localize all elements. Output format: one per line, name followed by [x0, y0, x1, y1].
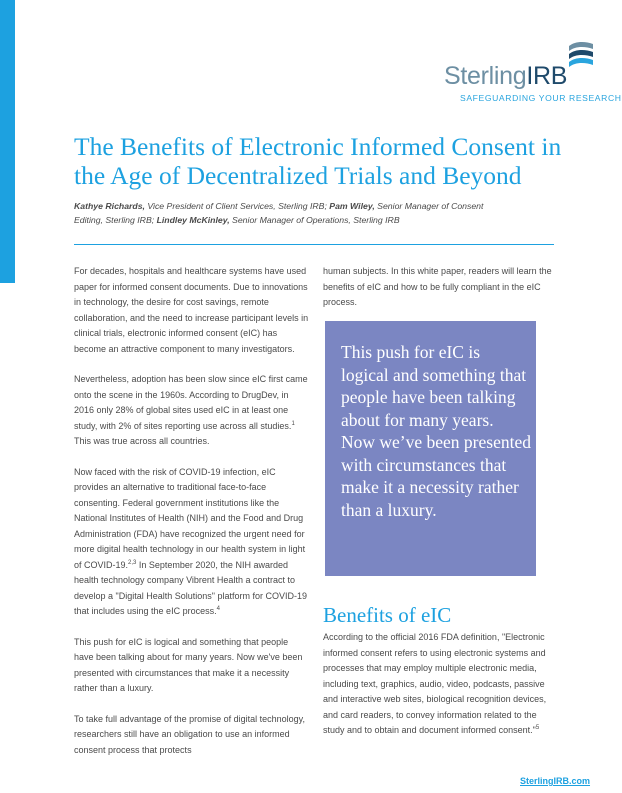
- logo-wordmark: [444, 62, 567, 91]
- author-name: Pam Wiley,: [329, 201, 375, 211]
- right-column-continued: [323, 264, 555, 311]
- logo-tagline: SAFEGUARDING YOUR RESEARCH: [460, 93, 622, 103]
- footnote-ref-4: 4: [216, 606, 220, 612]
- author-role: Vice President of Client Services, Sterling IRB;: [144, 201, 330, 211]
- adoption-text: Nevertheless, adoption has been slow since eIC first came onto the scene in the 1960s. According to DrugDev, in 2016 only 28% of global sites used eIC in at least one study, with 2% of sites reporting use across all studies.: [74, 374, 308, 431]
- title-divider: [74, 244, 554, 245]
- benefits-heading: Benefits of eIC: [323, 603, 452, 627]
- author-name: Kathye Richards,: [74, 201, 145, 211]
- website-link[interactable]: SterlingIRB.com: [520, 776, 591, 786]
- adoption-paragraph: [74, 372, 310, 450]
- obligation-paragraph: To take full advantage of the promise of digital technology, researchers still have an obligation to use an informed consent process that protects: [74, 713, 305, 755]
- benefits-section: [323, 630, 555, 739]
- author-name: Lindley McKinley,: [156, 215, 230, 225]
- sterling-irb-mark-icon: [567, 40, 595, 70]
- sterling-irb-logo: [440, 40, 622, 110]
- accent-side-bar: [0, 0, 15, 283]
- covid-text: Now faced with the risk of COVID-19 infection, eIC provides an alternative to traditional face-to-face consenting. Federal government institutions like the National Institutes of Health (NIH) and the Food and Drug Administration (FDA) have recognized the urgent need for more digital health technology in our health system in light of COVID-19.: [74, 466, 306, 570]
- document-title: The Benefits of Electronic Informed Consent in the Age of Decentralized Trials and Beyond: [74, 132, 562, 190]
- benefits-paragraph: [323, 630, 555, 739]
- author-role: Senior Manager of Consent Editing, Sterling IRB;: [74, 201, 484, 225]
- author-line: [74, 199, 504, 227]
- left-column: [74, 264, 310, 773]
- push-paragraph: This push for eIC is logical and something that people have been talking about for many years. Now we've been presented with circumstances that make it a necessity rather than a luxury.: [74, 636, 303, 693]
- benefits-text: According to the official 2016 FDA definition, "Electronic informed consent refers to using electronic systems and processes that may employ multiple electronic media, including text, graphics, audio, video, podcasts, passive and interactive web sites, biological recognition devices, and card readers, to convey information related to the study and to obtain and document informed consent.": [323, 632, 547, 735]
- continued-paragraph: human subjects. In this white paper, readers will learn the benefits of eIC and how to be fully compliant in the eIC process.: [323, 266, 552, 307]
- pull-quote-text: This push for eIC is logical and something that people have been talking about for many years. Now we’ve been presented with circumstances that make it a necessity rather than a luxury.: [341, 342, 531, 520]
- logo-word-irb: IRB: [526, 62, 568, 90]
- intro-paragraph: For decades, hospitals and healthcare systems have used paper for informed consent documents. Due to innovations in technology, the desire for cost savings, remote collaboration, and the need to increase participant levels in clinical trials, electronic informed consent (eIC) has become an attractive component to many investigators.: [74, 266, 309, 354]
- pull-quote-box: [325, 321, 536, 576]
- author-role: Senior Manager of Operations, Sterling IRB: [229, 215, 400, 225]
- footnote-ref-5: 5: [535, 725, 540, 731]
- footnote-ref-1: 1: [291, 420, 295, 427]
- covid-paragraph: [74, 465, 310, 620]
- logo-word-sterling: Sterling: [444, 62, 527, 90]
- footnote-ref-2-3: 2,3: [128, 559, 137, 566]
- covid-text-tail: In September 2020, the NIH awarded health technology company Vibrent Health a contract to develop a "Digital Health Solutions" platform for COVID-19 that includes using the eIC process.: [74, 559, 307, 616]
- adoption-text-tail: This was true across all countries.: [74, 436, 210, 446]
